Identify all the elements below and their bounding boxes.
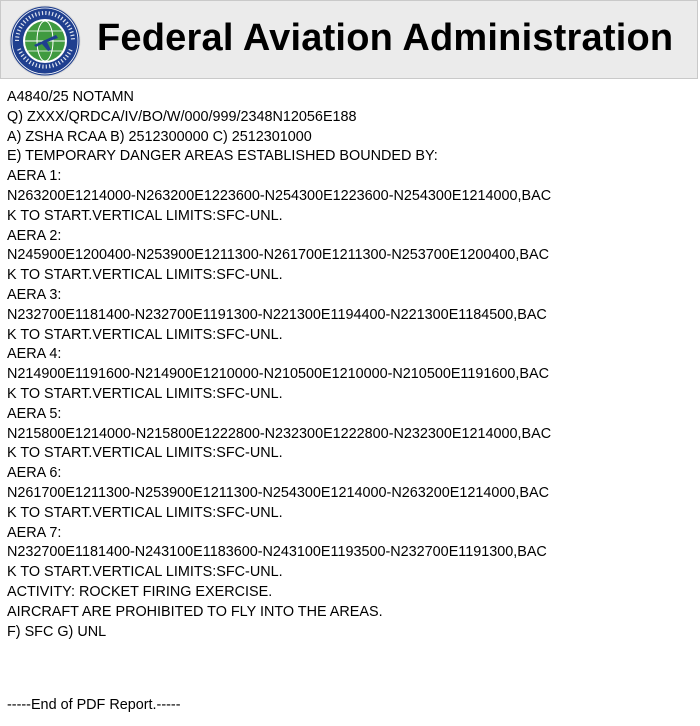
notam-line: AERA 1: — [7, 168, 62, 185]
notam-line: ACTIVITY: ROCKET FIRING EXERCISE. — [7, 583, 273, 600]
notam-line: AERA 7: — [7, 524, 62, 541]
notam-line: N232700E1181400-N232700E1191300-N221300E1194400-N221300E1184500,BAC — [7, 306, 547, 323]
notam-line: AERA 4: — [7, 346, 62, 363]
notam-body — [7, 88, 697, 642]
notam-line: E) TEMPORARY DANGER AREAS ESTABLISHED BOUNDED BY: — [7, 148, 438, 165]
notam-line: N245900E1200400-N253900E1211300-N261700E1211300-N253700E1200400,BAC — [7, 247, 549, 264]
notam-line: AERA 2: — [7, 227, 62, 244]
report-header — [0, 0, 698, 79]
notam-line: A4840/25 NOTAMN — [7, 89, 134, 105]
report-footer: -----End of PDF Report.----- — [7, 697, 181, 713]
notam-line: AERA 3: — [7, 286, 62, 303]
notam-line: AERA 5: — [7, 405, 62, 422]
notam-line: N263200E1214000-N263200E1223600-N254300E1223600-N254300E1214000,BAC — [7, 187, 552, 204]
notam-line: K TO START.VERTICAL LIMITS:SFC-UNL. — [7, 504, 283, 521]
notam-line: F) SFC G) UNL — [7, 623, 107, 640]
notam-line: AERA 6: — [7, 465, 62, 482]
page-title: Federal Aviation Administration — [97, 17, 674, 59]
notam-line: Q) ZXXX/QRDCA/IV/BO/W/000/999/2348N12056E188 — [7, 108, 357, 125]
notam-line: A) ZSHA RCAA B) 2512300000 C) 2512301000 — [7, 128, 312, 145]
notam-line: N215800E1214000-N215800E1222800-N232300E1222800-N232300E1214000,BAC — [7, 425, 552, 442]
notam-line: K TO START.VERTICAL LIMITS:SFC-UNL. — [7, 326, 283, 343]
faa-seal-icon — [9, 5, 81, 77]
notam-line: AIRCRAFT ARE PROHIBITED TO FLY INTO THE AREAS. — [7, 603, 383, 620]
notam-line: K TO START.VERTICAL LIMITS:SFC-UNL. — [7, 385, 283, 402]
notam-line: K TO START.VERTICAL LIMITS:SFC-UNL. — [7, 207, 283, 224]
notam-line: K TO START.VERTICAL LIMITS:SFC-UNL. — [7, 564, 283, 581]
notam-line: K TO START.VERTICAL LIMITS:SFC-UNL. — [7, 267, 283, 284]
notam-line: N232700E1181400-N243100E1183600-N243100E1193500-N232700E1191300,BAC — [7, 544, 547, 561]
notam-line: N261700E1211300-N253900E1211300-N254300E1214000-N263200E1214000,BAC — [7, 484, 549, 501]
notam-line: K TO START.VERTICAL LIMITS:SFC-UNL. — [7, 445, 283, 462]
notam-line: N214900E1191600-N214900E1210000-N210500E1210000-N210500E1191600,BAC — [7, 366, 549, 383]
